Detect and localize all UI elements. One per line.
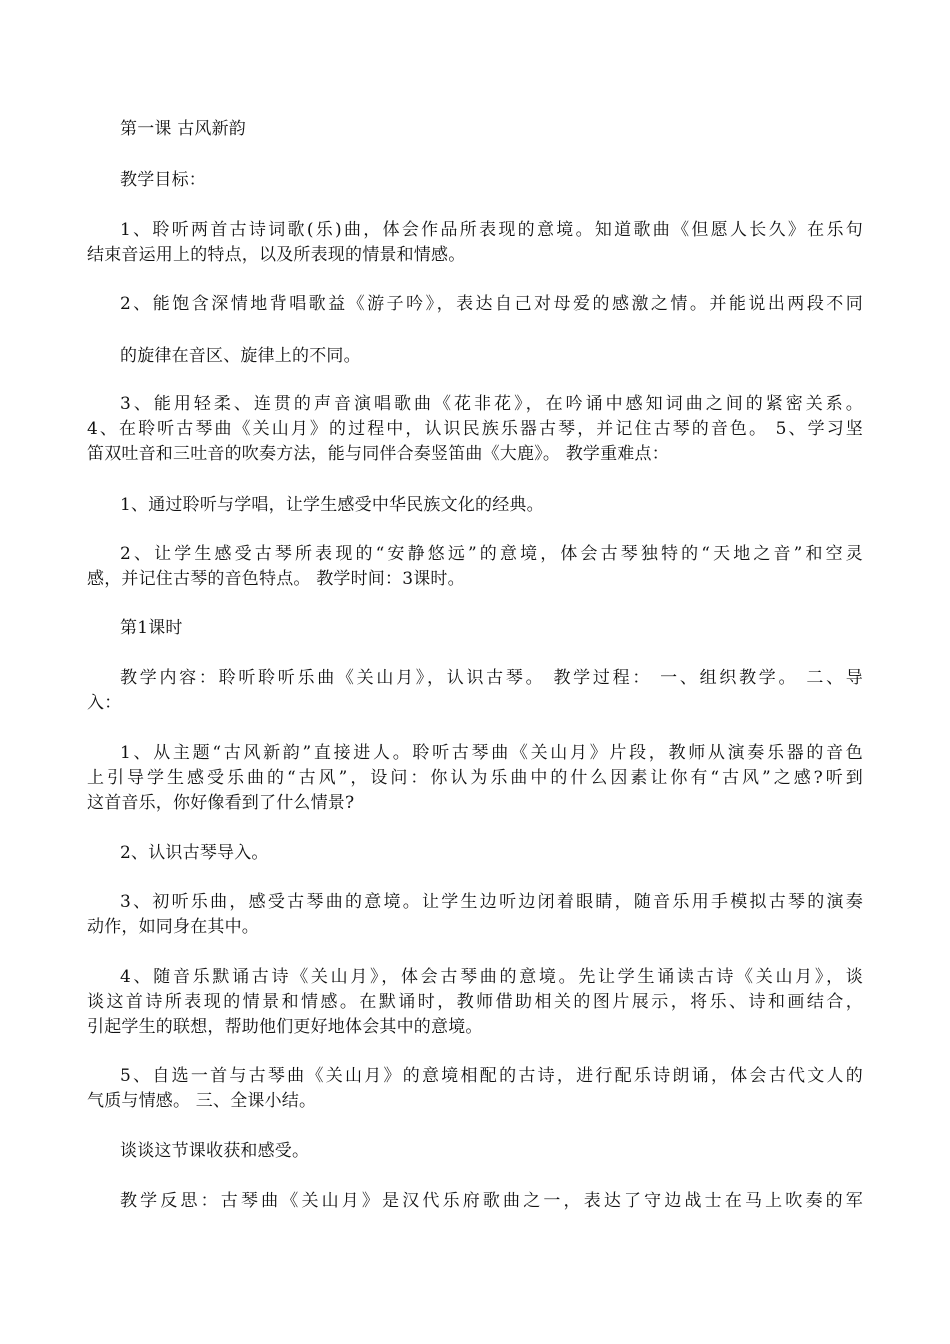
objectives-heading: 教学目标： — [120, 170, 206, 190]
step-3-line-1: 3、初听乐曲，感受古琴曲的意境。让学生边听边闭着眼睛，随音乐用手模拟古琴的演奏 — [120, 892, 863, 912]
teaching-content-line-1: 教学内容：聆听聆听乐曲《关山月》，认识古琴。 教学过程： 一、组织教学。 二、导 — [120, 668, 863, 688]
lesson-title: 第一课 古风新韵 — [120, 119, 247, 139]
objective-4-line: 4、在聆听古琴曲《关山月》的过程中，认识民族乐器古琴，并记住古琴的音色。 5、学习坚 — [87, 419, 863, 439]
step-4-line-3: 引起学生的联想，帮助他们更好地体会其中的意境。 — [87, 1017, 483, 1037]
step-4-line-2: 谈这首诗所表现的情景和情感。在默诵时，教师借助相关的图片展示，将乐、诗和画结合， — [87, 992, 863, 1012]
teaching-content-line-2: 入： — [87, 693, 122, 713]
step-3-line-2: 动作，如同身在其中。 — [87, 917, 259, 937]
key-point-2-line-1: 2、让学生感受古琴所表现的“安静悠远”的意境，体会古琴独特的“天地之音”和空灵 — [120, 544, 863, 564]
teaching-reflection-line-1: 教学反思：古琴曲《关山月》是汉代乐府歌曲之一，表达了守边战士在马上吹奏的军 — [120, 1191, 863, 1211]
key-point-1: 1、通过聆听与学唱，让学生感受中华民族文化的经典。 — [120, 495, 544, 515]
step-4-line-1: 4、随音乐默诵古诗《关山月》，体会古琴曲的意境。先让学生诵读古诗《关山月》，谈 — [120, 967, 863, 987]
step-1-line-3: 这首音乐，你好像看到了什么情景? — [87, 793, 355, 813]
step-5-line-2: 气质与情感。 三、全课小结。 — [87, 1091, 317, 1111]
objective-1-line-1: 1、聆听两首古诗词歌(乐)曲，体会作品所表现的意境。知道歌曲《但愿人长久》在乐句 — [120, 220, 863, 240]
objective-3-line-1: 3、能用轻柔、连贯的声音演唱歌曲《花非花》，在吟诵中感知词曲之间的紧密关系。 — [120, 394, 863, 414]
step-1-line-2: 上引导学生感受乐曲的“古风”，设问：你认为乐曲中的什么因素让你有“古风”之感?听到 — [87, 768, 863, 788]
objective-5-line: 笛双吐音和三吐音的吹奏方法，能与同伴合奏竖笛曲《大鹿》。 教学重难点： — [87, 444, 669, 464]
key-point-2-line-2: 感，并记住古琴的音色特点。 教学时间：3课时。 — [87, 569, 465, 589]
step-2: 2、认识古琴导入。 — [120, 843, 269, 863]
step-1-line-1: 1、从主题“古风新韵”直接进人。聆听古琴曲《关山月》片段，教师从演奏乐器的音色 — [120, 743, 863, 763]
step-5-line-1: 5、自选一首与古琴曲《关山月》的意境相配的古诗，进行配乐诗朗诵，体会古代文人的 — [120, 1066, 863, 1086]
objective-1-line-2: 结束音运用上的特点，以及所表现的情景和情感。 — [87, 245, 466, 265]
objective-2-line-2: 的旋律在音区、旋律上的不同。 — [120, 346, 361, 366]
lesson-1-heading: 第1课时 — [120, 618, 183, 638]
class-summary: 谈谈这节课收获和感受。 — [120, 1141, 310, 1161]
objective-2-line-1: 2、能饱含深情地背唱歌益《游子吟》，表达自己对母爱的感激之情。并能说出两段不同 — [120, 294, 863, 314]
